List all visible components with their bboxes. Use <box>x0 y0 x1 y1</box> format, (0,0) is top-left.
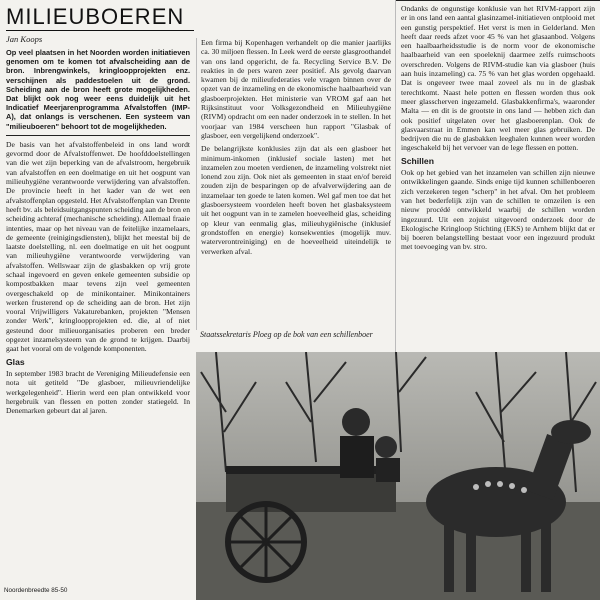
column-2 <box>201 38 391 328</box>
body-paragraph-1: De basis van het afvalstoffenbeleid in ons land wordt gevormd door de Afvalstoffenwet. De hoofddoelstellingen van die wet zijn beperking van de afvalstroom, hergebruik van afvalstoffen en een doelmatige en uit het oogpunt van milieuhygiëne verantwoorde verwijdering van afvalstoffen. De provincie heeft in het kader van de wet een afvalstoffenplan opgesteld. Het Afvalstoffenplan van Drente heeft bv. als beleidsuitgangspunten scheiding aan de bron en scheiding achteraf (mechanische scheiding). Allemaal fraaie intenties, maar op het niveau van de feitelijke inzamelaars, de gemeente (reinigingsdiensten), blijkt het meestal bij de laatste doelstelling, nl. een doelmatige en uit het oogpunt van milieuhygiëne verantwoorde verwijdering van afvalstoffen. Wellswaar zijn de glasbakken op vrij grote schaal ingevoerd en geven enkele gemeenten subsidie op kompostbakken maar tevens zijn veel gemeenten overgeschakeld op de minikontainer. Minikontainers werken frusterend op de scheiding aan de bron. Het zijn vooral Vrijwilligers Vakaturebanken, projekten "Mensen zonder Werk", kringloopprojekten ed. die, al of niet gesteund door milieuorganisaties proberen een breder opgezet inzamelsysteem van de grond te krijgen. Daarbij gaat het vooral om de volgende komponenten. <box>6 139 190 354</box>
section-heading-glas: Glas <box>6 356 25 367</box>
horse-cart-photo <box>196 352 600 600</box>
body-paragraph-glas: In september 1983 bracht de Vereniging Milieudefensie een nota uit getiteld "De glasboer, milieuvriendelijke werkgelegenheid". Hierin werd een plan ontwikkeld voor hergebruik van flessen en potten zonder statiegeld. In Denemarken gebeurt dat al jaren. <box>6 368 190 416</box>
title-rule <box>6 30 194 31</box>
page-footer: Noordenbreedte 85-50 <box>4 587 68 594</box>
column-divider-1 <box>196 38 197 330</box>
column-1 <box>6 48 190 586</box>
article-title: MILIEUBOEREN <box>6 4 185 29</box>
body-paragraph-2: Een firma bij Kopenhagen verhandelt op die manier jaarlijks ca. 30 miljoen flessen. In Leek werd de eerste glasgroothandel van ons land opgericht, de fa. Recycling Service B.V. De reakties in de pers waren zeer positief. Als gevolg daarvan kwamen bij de milieufederaties vele vragen binnen over de opzet van de inzameling en de ekonomische haalbaarheid van glasboerprojekten. Het ministerie van VROM gaf aan het Rijksinstituut voor Volksgezondheid en Milieuhygiëne (RIVM) opdracht om een nader onderzoek in te stellen. In het voorjaar van 1984 verscheen hun rapport "Glasbak of glasboer, een vergelijkend onderzoek". <box>201 38 391 140</box>
section-heading-schillen: Schillen <box>401 155 434 166</box>
author-byline: Jan Koops <box>6 34 43 44</box>
column-3 <box>401 4 595 350</box>
body-paragraph-3: De belangrijkste konklusies zijn dat als een glasboer het minimum-inkomen (inklusief sociale lasten) met het inzamelen zou moeten verdienen, de inzameling volstrekt niet lonend zou zijn. Ook niet als gemeenten in staat en/of bereid zouden zijn de besparingen op de afvalverwijdering aan de inzamelaar ten goede te laten komen. Wel gaf men toe dat het glasboersysteem voordelen heeft boven het glasbaksysteem uit het oogpunt van in te zamelen hoeveelheid glas, scheiding op kleur van eenmalig glas, milieuhygiënische (inklusief grondstoffen en energie) konsekwenties (mogelijk muv. waterverontreiniging) en de hoeveelheid uiteindelijk te verwerken afval. <box>201 144 391 256</box>
body-paragraph-4: Ondanks de ongunstige konklusie van het RIVM-rapport zijn er in ons land een aantal glasinzamel-initiatieven ontplooid met een gunstig perspektief. Het verst is men in Gelderland. Men heeft daar reeds afzet voor 45 % van het glasaanbod. Volgens een haalbaarheidsstudie is de norm voor de ekonomische haalbaarheid van een spoeleknij daarmee zelfs ruimschoots overschreden. Volgens de RIVM-studie kan via glasboer (huis aan huis inzameling) ca. 75 % van het glas worden opgehaald. Dat is ongeveer twee maal zoveel als nu in de glasbak terechtkomt. Naast hele potten en flessen worden thus ook meer glasscherven ingezameld. Glasbakkenfirma's, waaronder Malta — en dit is de grootste in ons land — hebben zich dan ook positief uitgelaten over het glasboerenplan. Ook de glasvaarstraat in Emmen kan wel meer glas gebruiken. De bedrijven die nu de glasbakken leeghalen kunnen weer worden ingeschakeld bij het vervoer van de lege flessen en potten. <box>401 4 595 153</box>
body-paragraph-schillen: Ook op het gebied van het inzamelen van schillen zijn nieuwe ontwikkelingen gaande. Sinds enige tijd kunnen schillenboeren zich verzekeren tegen "scherp" in het afval. Om het probleem van het bederfelijk zijn van de schillen te omzeilen is een nieuw procédé ontwikkeld waarbij de schillen worden ingezuurd. Uit een zojuist uitgevoerd onderzoek door de Ekologische Kringloop Stichting (EKS) te Arnhem blijkt dat er bij boeren belangstelling bestaat voor een ingezuurd produkt met toevoeging van bv. stro. <box>401 168 595 252</box>
lede-paragraph: Op veel plaatsen in het Noorden worden initiatieven genomen om te komen tot afvalscheiding aan de bron. Inbrengwinkels, kringloopprojekten enz. verschijnen als paddestoelen uit de grond. Scheiding aan de bron heeft grote mogelijkheden. Dat blijkt ook nog weer eens duidelijk uit het Indicatief Meerjarenprogramma Afvalstoffen (IMP-A), dat onlangs is verschenen. Een systeem van "milieuboeren" behoort tot de mogelijkheden. <box>6 48 190 131</box>
photo-illustration <box>196 352 600 600</box>
lede-separator <box>6 135 190 136</box>
photo-caption: Staatssekretaris Ploeg op de bok van een schillenboer <box>200 330 373 339</box>
column-divider-2 <box>395 0 396 352</box>
